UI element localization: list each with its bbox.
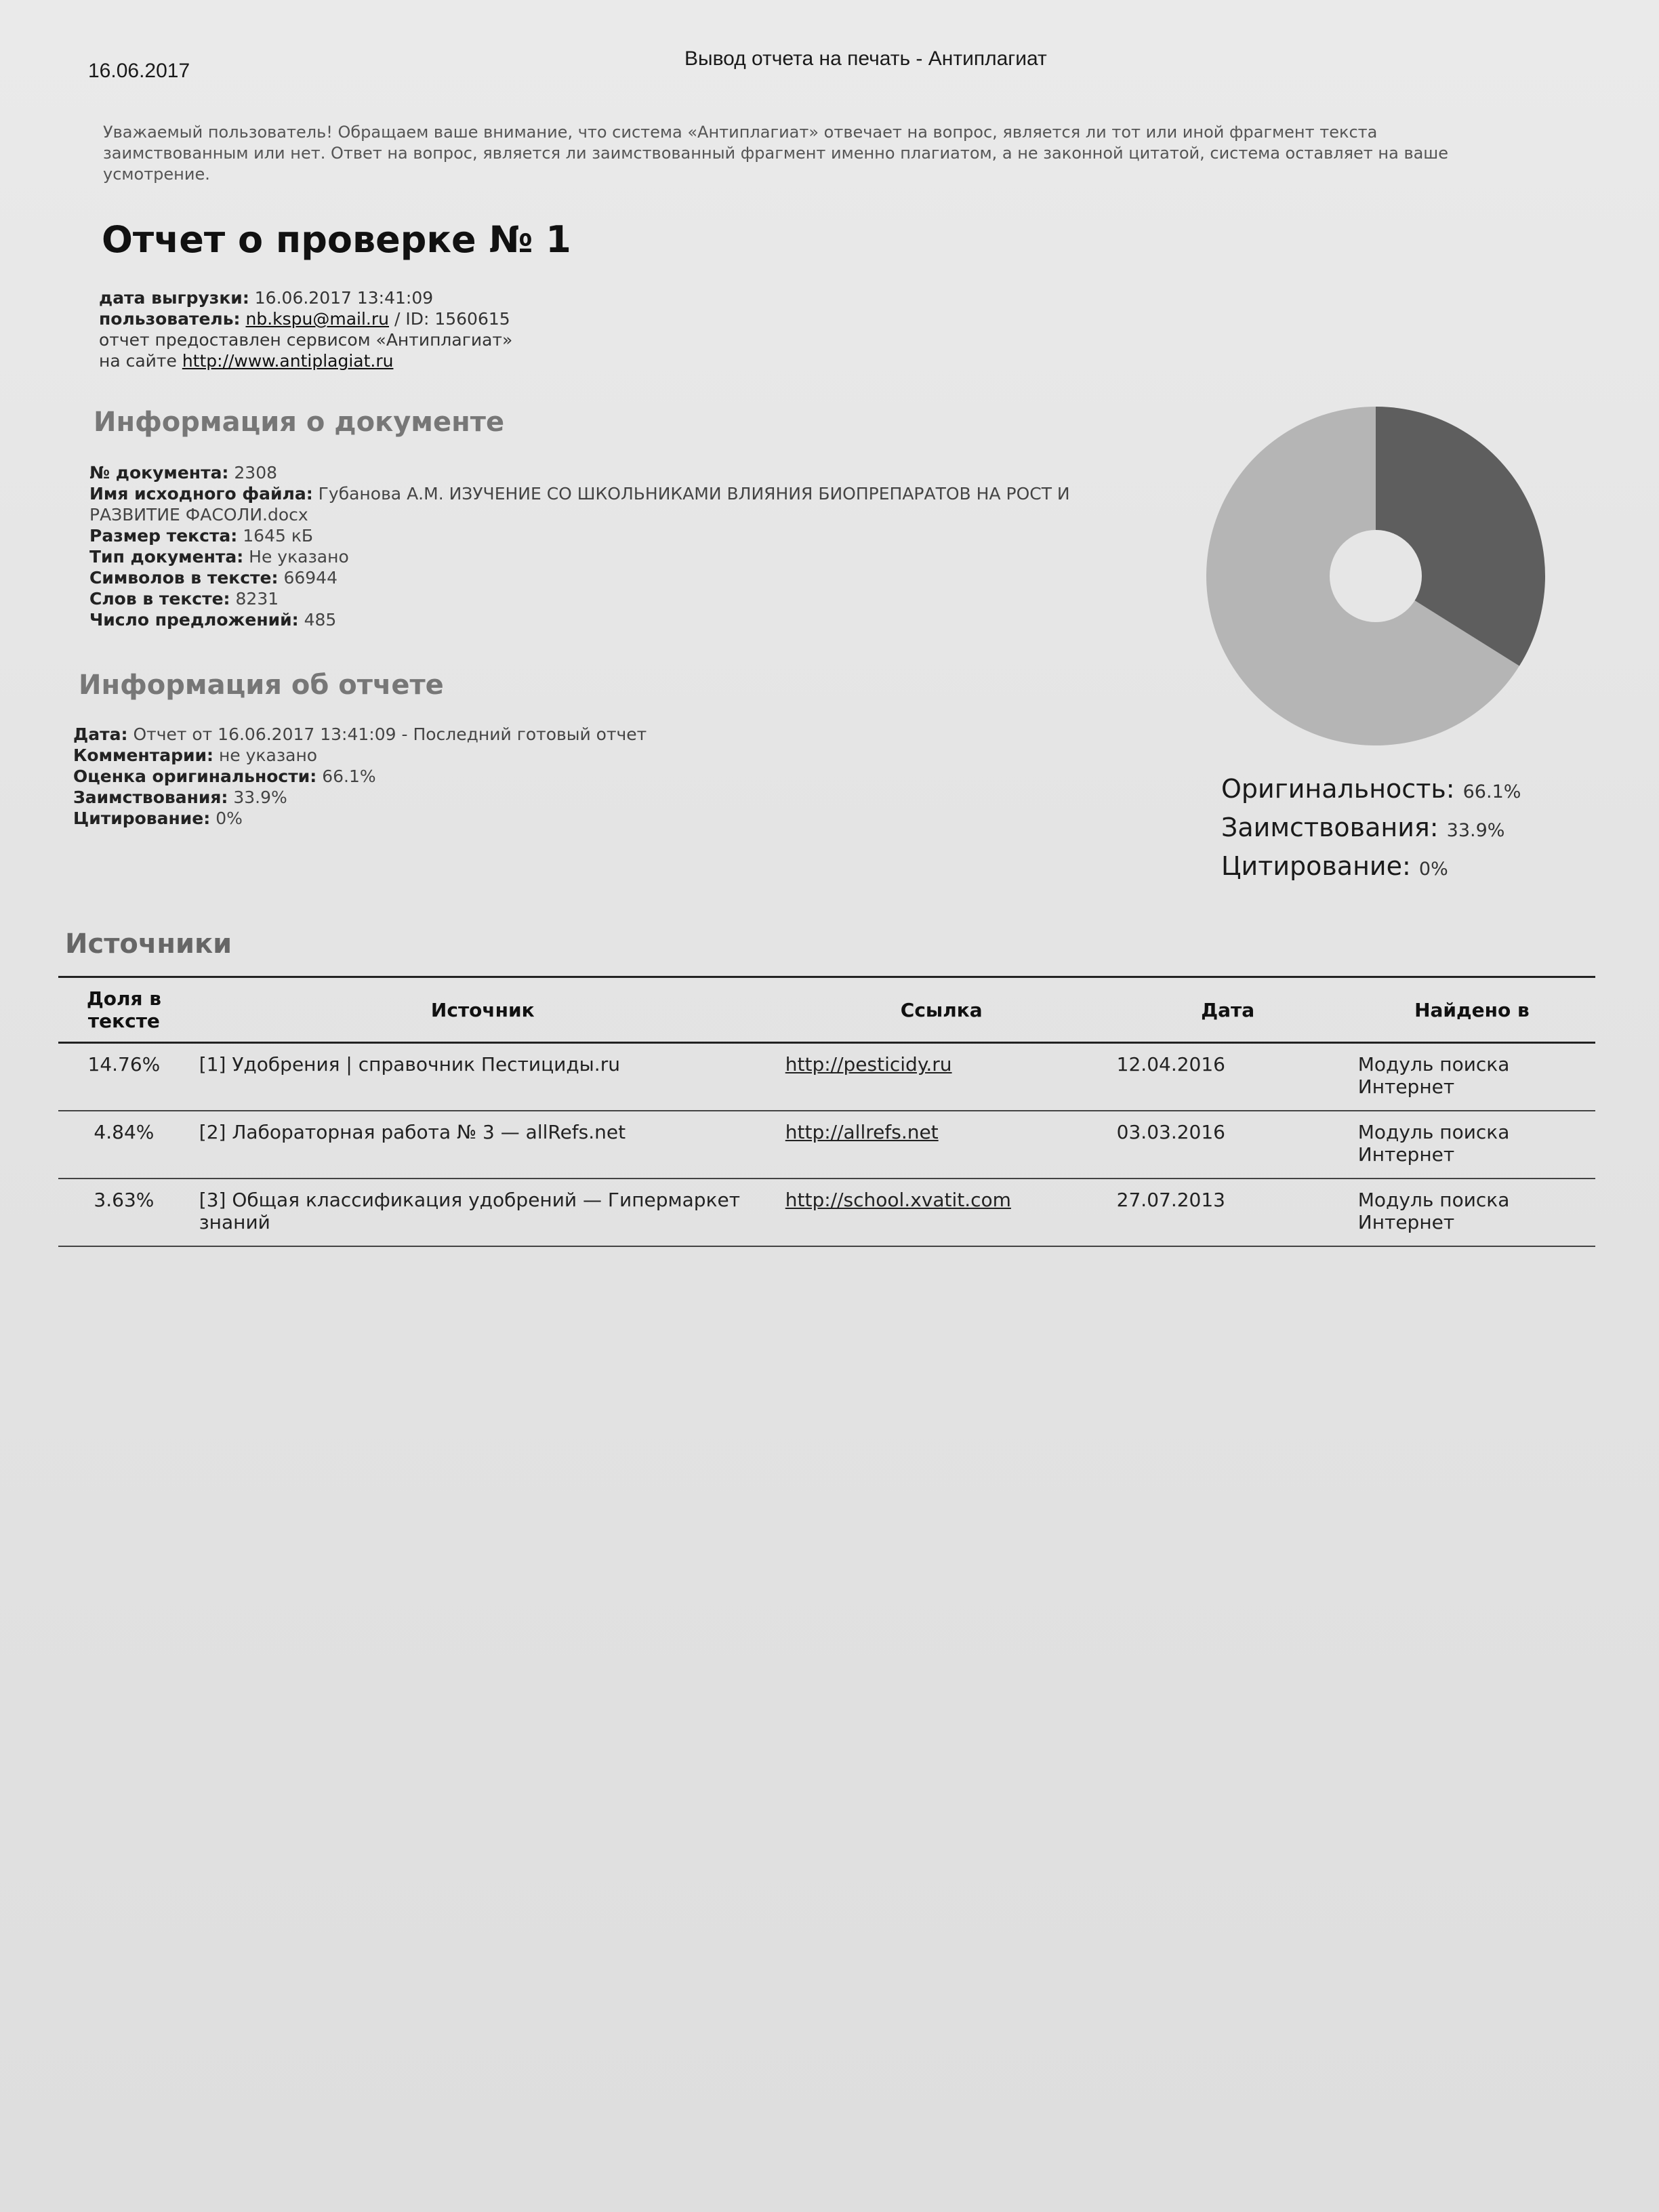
doc-info-row: Слов в тексте: 8231 xyxy=(89,589,279,609)
doc-info-row: Размер текста: 1645 кБ xyxy=(89,526,314,546)
legend-borrowing-label: Заимствования: xyxy=(1221,813,1439,842)
report-info-heading: Информация об отчете xyxy=(79,670,444,701)
table-row xyxy=(58,1111,1595,1179)
table-row xyxy=(58,1043,1595,1111)
report-title: Отчет о проверке № 1 xyxy=(102,218,571,261)
legend-originality-label: Оригинальность: xyxy=(1221,774,1455,804)
legend-borrowing-value: 33.9% xyxy=(1446,820,1505,841)
user-notice: Уважаемый пользователь! Обращаем ваше внимание, что система «Антиплагиат» отвечает на вопрос, является ли тот или иной фрагмент текста заимствованным или нет. Ответ на вопрос, является ли заимствованный фрагмент именно плагиатом, а не законной цитатой, система оставляет на ваше усмотрение. xyxy=(103,123,1449,184)
doc-info-row: Число предложений: 485 xyxy=(89,610,337,630)
found-in-cell: Модуль поиска Интернет xyxy=(1349,1043,1595,1111)
col-source: Источник xyxy=(190,977,776,1043)
export-date-label: дата выгрузки: xyxy=(99,288,249,308)
document-info-heading: Информация о документе xyxy=(94,407,505,438)
report-info-row: Оценка оригинальности: 66.1% xyxy=(73,766,376,786)
user-email-link[interactable]: nb.kspu@mail.ru xyxy=(245,309,389,329)
source-link[interactable]: http://school.xvatit.com xyxy=(776,1179,1107,1246)
report-info-row: Заимствования: 33.9% xyxy=(73,787,287,807)
sources-header-row xyxy=(58,977,1595,1043)
date-cell: 03.03.2016 xyxy=(1107,1111,1349,1179)
found-in-cell: Модуль поиска Интернет xyxy=(1349,1111,1595,1179)
print-date: 16.06.2017 xyxy=(88,60,190,82)
col-share: Доля в тексте xyxy=(58,977,190,1043)
sources-heading: Источники xyxy=(65,928,232,960)
provided-by: отчет предоставлен сервисом «Антиплагиат» xyxy=(99,330,513,350)
table-row xyxy=(58,1179,1595,1246)
site-label: на сайте xyxy=(99,351,177,371)
site-link[interactable]: http://www.antiplagiat.ru xyxy=(182,351,394,371)
col-link: Ссылка xyxy=(776,977,1107,1043)
found-in-cell: Модуль поиска Интернет xyxy=(1349,1179,1595,1246)
share-cell: 3.63% xyxy=(58,1179,190,1246)
doc-info-row: РАЗВИТИЕ ФАСОЛИ.docx xyxy=(89,505,308,525)
share-cell: 4.84% xyxy=(58,1111,190,1179)
col-date: Дата xyxy=(1107,977,1349,1043)
donut-hole xyxy=(1330,530,1422,622)
date-cell: 27.07.2013 xyxy=(1107,1179,1349,1246)
originality-donut-chart xyxy=(1193,407,1559,745)
source-cell: [3] Общая классификация удобрений — Гипермаркет знаний xyxy=(190,1179,776,1246)
chart-legend xyxy=(1221,771,1521,887)
export-date: 16.06.2017 13:41:09 xyxy=(254,288,434,308)
report-info-row: Комментарии: не указано xyxy=(73,745,318,765)
legend-originality-value: 66.1% xyxy=(1462,781,1521,802)
doc-info-row: Символов в тексте: 66944 xyxy=(89,568,337,588)
report-info-row: Дата: Отчет от 16.06.2017 13:41:09 - Последний готовый отчет xyxy=(73,724,647,744)
sources-table xyxy=(58,976,1595,1247)
print-page-title: Вывод отчета на печать - Антиплагиат xyxy=(684,47,1047,70)
document-info xyxy=(89,462,1070,630)
user-id: / ID: 1560615 xyxy=(394,309,510,329)
report-info-row: Цитирование: 0% xyxy=(73,808,243,828)
doc-info-row: № документа: 2308 xyxy=(89,463,278,483)
share-cell: 14.76% xyxy=(58,1043,190,1111)
doc-info-row: Тип документа: Не указано xyxy=(89,547,349,567)
legend-citation-label: Цитирование: xyxy=(1221,851,1411,881)
date-cell: 12.04.2016 xyxy=(1107,1043,1349,1111)
user-label: пользователь: xyxy=(99,309,241,329)
legend-citation-value: 0% xyxy=(1418,859,1448,880)
doc-info-row: Имя исходного файла: Губанова А.М. ИЗУЧЕНИЕ СО ШКОЛЬНИКАМИ ВЛИЯНИЯ БИОПРЕПАРАТОВ НА РОСТ И xyxy=(89,484,1070,504)
col-found-in: Найдено в xyxy=(1349,977,1595,1043)
source-link[interactable]: http://pesticidy.ru xyxy=(776,1043,1107,1111)
source-link[interactable]: http://allrefs.net xyxy=(776,1111,1107,1179)
source-cell: [2] Лабораторная работа № 3 — allRefs.net xyxy=(190,1111,776,1179)
report-meta xyxy=(99,287,512,371)
report-info xyxy=(73,724,647,829)
source-cell: [1] Удобрения | справочник Пестициды.ru xyxy=(190,1043,776,1111)
